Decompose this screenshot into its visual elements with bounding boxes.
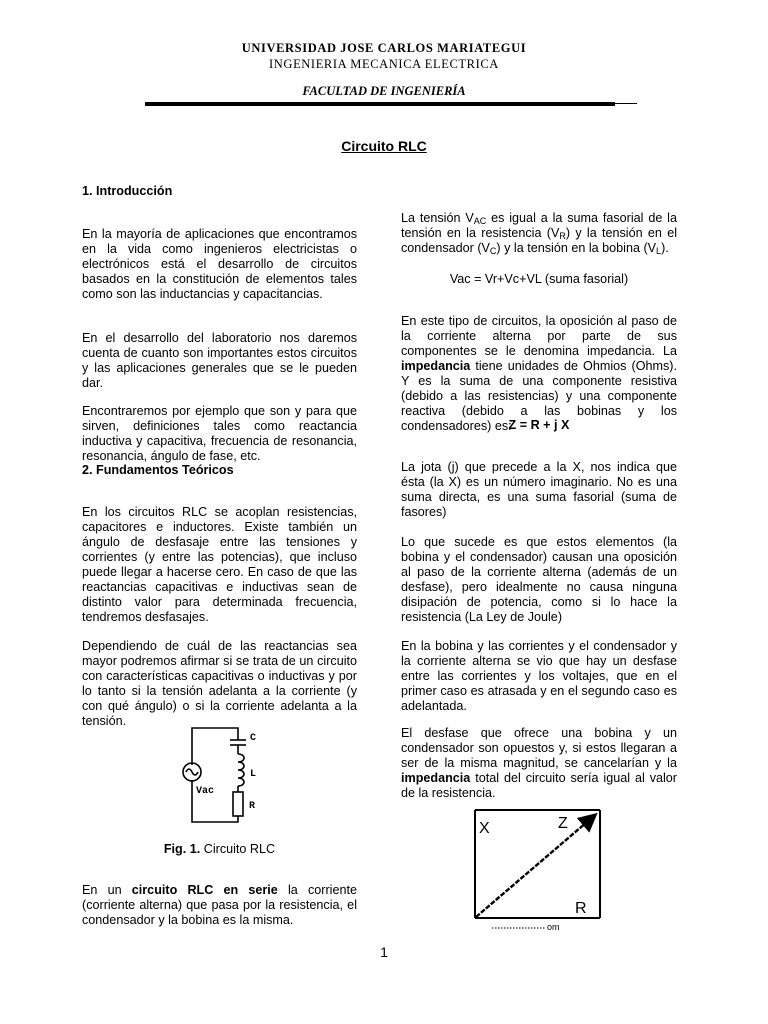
label-c: C <box>250 733 257 744</box>
program-name: INGENIERIA MECANICA ELECTRICA <box>269 57 499 71</box>
left-paragraph-6: En un circuito RLC en serie la corriente (corriente alterna) que pasa por la resistencia, el condensador y la bobina es la misma. <box>82 882 357 927</box>
right-paragraph-2: En este tipo de circuitos, la oposición al paso de la corriente alterna por parte de sus componentes se le denomina impedancia. La impedancia tiene unidades de Ohmios (Ohms). Y es la suma de una componente resistiva (debido a las resistencias) y una componente reactiva (debido a las bobinas y los condensadores) es: <box>401 313 677 433</box>
impedance-triangle-diagram <box>462 800 612 935</box>
header-rule-thin <box>615 103 637 104</box>
left-paragraph-5: Dependiendo de cuál de las reactancias sea mayor podremos afirmar si se trata de un circuito con características capacitivas o inductivas y por lo tanto si la tensión adelanta a la corriente (y con qué ángulo) o si la corriente adelanta a la tensión. <box>82 638 357 728</box>
right-paragraph-1: La tensión $V_{AC}$ es igual a la suma fasorial de la tensión en la resistencia $(V_R)$ y la tensión en el condensador $(V_C)$ y la tensión en la bobina $(V_L)$. <box>401 210 677 256</box>
label-l: L <box>250 769 257 780</box>
triangle-label-x: X <box>479 820 490 837</box>
right-paragraph-4: Lo que sucede es que estos elementos (la bobina y el condensador) causan una oposición al paso de la corriente alterna (además de un desfase), pero idealmente no causa ninguna disipación de potencia, como si lo hace la resistencia (La Ley de Joule) <box>401 534 677 624</box>
university-name: UNIVERSIDAD JOSE CARLOS MARIATEGUI <box>241 41 527 55</box>
triangle-label-om: om <box>547 922 560 932</box>
left-paragraph-2: En el desarrollo del laboratorio nos daremos cuenta de cuanto son importantes estos circuitos y las aplicaciones generales que se le pueden dar. <box>82 330 357 390</box>
page-number: 1 <box>380 944 388 960</box>
header-rule <box>145 102 615 106</box>
equation-impedance: Z = R + j X <box>508 418 570 432</box>
label-r: R <box>249 801 256 812</box>
figure-label: Fig. 1. <box>163 842 201 856</box>
faculty-name: FACULTAD DE INGENIERÍA <box>302 84 466 98</box>
figure-text: Circuito RLC <box>200 842 276 856</box>
heading-introduccion: 1. Introducción <box>82 184 173 198</box>
left-paragraph-3: Encontraremos por ejemplo que son y para que sirven, definiciones tales como reactancia inductiva y capacitiva, frecuencia de resonancia, resonancia, ángulo de fase, etc. <box>82 403 357 463</box>
triangle-label-r: R <box>575 900 587 917</box>
left-paragraph-4: En los circuitos RLC se acoplan resistencias, capacitores e inductores. Existe también un ángulo de desfasaje entre las tensiones y corrientes (y entre las potencias), que incluso puede llegar a hacerse cero. En caso de que las reactancias capacitivas e inductivas sean de distinto valor para determinada frecuencia, tendremos desfasajes. <box>82 504 357 624</box>
right-paragraph-3: La jota (j) que precede a la X, nos indica que ésta (la X) es un número imaginario. No es una suma directa, es una suma fasorial (suma de fasores) <box>401 459 677 519</box>
right-paragraph-5: En la bobina y las corrientes y el condensador y la corriente alterna se vio que hay un desfase entre las corrientes y los voltajes, que en el primer caso es atrasada y en el segundo caso es adelantada. <box>401 638 677 713</box>
triangle-label-z: Z <box>558 815 568 832</box>
page-title: Circuito RLC <box>341 138 427 154</box>
label-vac: Vac <box>196 786 215 797</box>
rlc-circuit-diagram <box>176 722 266 832</box>
heading-fundamentos: 2. Fundamentos Teóricos <box>82 463 234 477</box>
left-paragraph-1: En la mayoría de aplicaciones que encontramos en la vida como ingenieros electricistas o electrónicos está el desarrollo de circuitos basados en la constitución de elementos tales como son las inductancias y capacitancias. <box>82 226 357 301</box>
equation-vac: Vac = Vr+Vc+VL (suma fasorial) <box>449 272 629 286</box>
right-paragraph-6: El desfase que ofrece una bobina y un condensador son opuestos y, si estos llegaran a ser de la misma magnitud, se cancelarían y la impedancia total del circuito sería igual al valor de la resistencia. <box>401 725 677 800</box>
figure-caption <box>82 842 357 856</box>
